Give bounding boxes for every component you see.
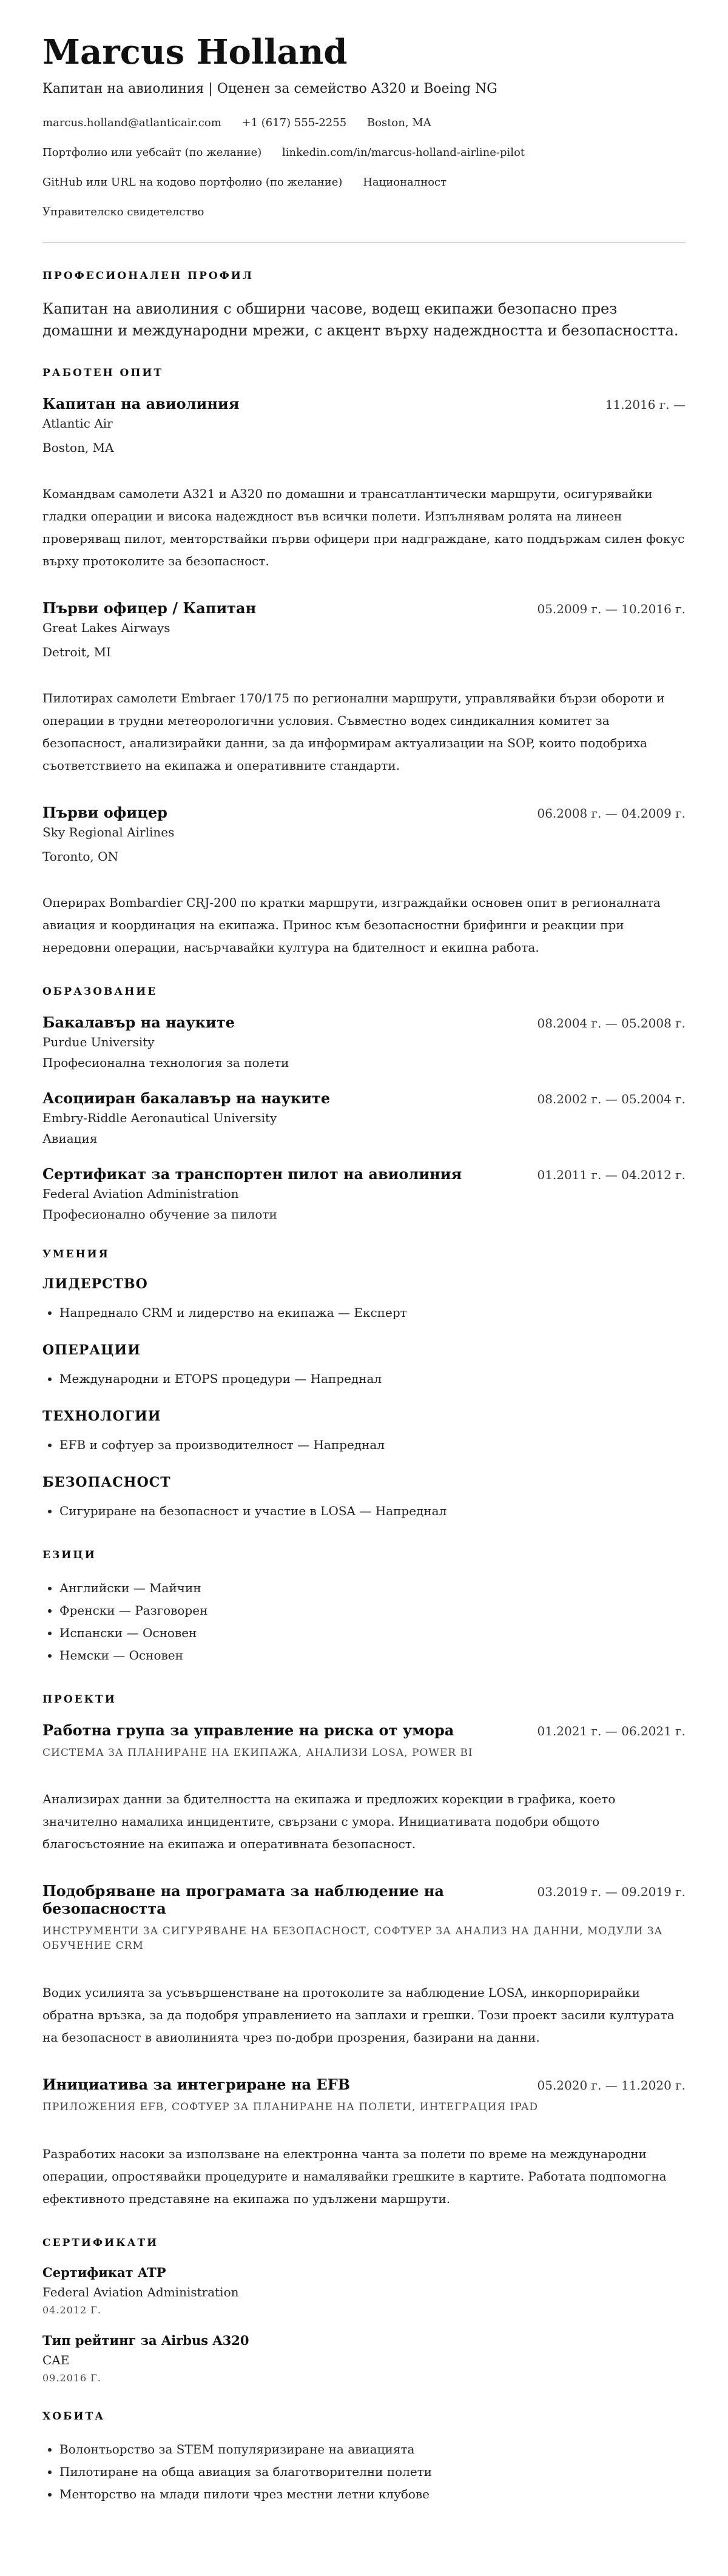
project-title: Работна група за управление на риска от умора [42, 1721, 454, 1739]
project-tech: СИСТЕМА ЗА ПЛАНИРАНЕ НА ЕКИПАЖА, АНАЛИЗИ LOSA, POWER BI [42, 1746, 473, 1759]
job-description: Оперирах Bombardier CRJ-200 по кратки маршрути, изграждайки основен опит в регионалната авиация и координация на екипажа. Принос към безопасностни брифинги и реакции при нередовни операции, насърчавайки култура на бдителност и екипна работа. [42, 895, 661, 955]
skill-category: ТЕХНОЛОГИИ [42, 1408, 161, 1424]
education-entry [42, 1014, 686, 1070]
hobby-item: • Пилотиране на обща авиация за благотворителни полети [59, 2461, 686, 2483]
hobby-list [42, 2438, 686, 2506]
certificate-issuer: Federal Aviation Administration [42, 2284, 239, 2299]
job-date: 11.2016 г. — [605, 397, 686, 412]
job-title: Капитан на авиолиния [42, 394, 240, 412]
skill-item: • EFB и софтуер за производителност — Напреднал [59, 1434, 686, 1456]
project-tech: ИНСТРУМЕНТИ ЗА СИГУРЯВАНЕ НА БЕЗОПАСНОСТ, СОФТУЕР ЗА АНАЛИЗ НА ДАННИ, МОДУЛИ ЗА ОБУЧЕНИЕ CRM [42, 1925, 663, 1952]
skill-category: ЛИДЕРСТВО [42, 1276, 148, 1292]
github-link[interactable]: GitHub или URL на кодово портфолио (по желание) [42, 175, 343, 189]
job-description: Командвам самолети A321 и A320 по домашни и трансатлантически маршрути, осигурявайки гладки операции и висока надеждност във всички полети. Изпълнявам ролята на линеен проверяващ пилот, менторствайки първи офицери при надграждане, като поддържам силен фокус върху протоколите за безопасност. [42, 486, 685, 568]
resume-header [42, 34, 686, 220]
certificate-date: 09.2016 Г. [42, 2372, 101, 2384]
contact-row-3 [42, 174, 686, 190]
field-of-study: Професионална технология за полети [42, 1055, 289, 1070]
project-description: Разработих насоки за използване на електронна чанта за полети по време на международни операции, опростявайки процедурите и намалявайки грешките в картите. Работата подпомогна ефективното представяне на екипажа по удължени маршрути. [42, 2146, 667, 2206]
language-item: • Френски — Разговорен [59, 1599, 686, 1622]
language-item: • Немски — Основен [59, 1644, 686, 1667]
skill-item: • Сигуриране на безопасност и участие в LOSA — Напреднал [59, 1500, 686, 1522]
job-title: Първи офицер / Капитан [42, 599, 257, 617]
project-title: Инициатива за интегриране на EFB [42, 2075, 351, 2093]
job-description: Пилотирах самолети Embraer 170/175 по регионални маршрути, управлявайки бързи обороти и операции в трудни метеорологични условия. Съвместно водех синдикалния комитет за безопасност, анализирайки данни, за да информирам актуализации на SOP, които подобриха съответствието на екипажа и оперативните стандарти. [42, 690, 665, 773]
linkedin-link[interactable]: linkedin.com/in/marcus-holland-airline-pilot [282, 146, 525, 159]
project-description: Водих усилията за усъвършенстване на протоколите за наблюдение LOSA, инкорпорирайки обратна връзка, за да подобря управлението на заплахи и грешки. Този проект засили културата на безопасност в авиолинията чрез по-добри прозрения, базирани на данни. [42, 1985, 675, 2045]
experience-entry [42, 599, 686, 777]
degree-title: Асоцииран бакалавър на науките [42, 1089, 331, 1107]
contact-row-2 [42, 144, 686, 161]
institution: Federal Aviation Administration [42, 1186, 239, 1201]
project-date: 05.2020 г. — 11.2020 г. [537, 2077, 686, 2093]
skill-item: • Международни и ETOPS процедури — Напреднал [59, 1368, 686, 1390]
institution: Embry-Riddle Aeronautical University [42, 1110, 277, 1125]
project-date: 03.2019 г. — 09.2019 г. [537, 1885, 686, 1900]
skill-category: ОПЕРАЦИИ [42, 1342, 141, 1358]
experience-entry [42, 804, 686, 959]
job-title: Първи офицер [42, 803, 167, 821]
section-title-languages: ЕЗИЦИ [42, 1549, 96, 1561]
section-title-projects: ПРОЕКТИ [42, 1693, 116, 1706]
education-date: 01.2011 г. — 04.2012 г. [537, 1167, 686, 1182]
job-date: 06.2008 г. — 04.2009 г. [537, 805, 686, 821]
certificate-title: Тип рейтинг за Airbus A320 [42, 2332, 249, 2348]
education-entry [42, 1089, 686, 1146]
profile-summary: Капитан на авиолиния с обширни часове, водещ екипажи безопасно през домашни и международни мрежи, с акцент върху надеждността и безопасността. [42, 300, 679, 339]
language-item: • Испански — Основен [59, 1622, 686, 1644]
job-location: Detroit, MI [42, 644, 112, 659]
section-title-certificates: СЕРТИФИКАТИ [42, 2236, 159, 2249]
certificate-entry [42, 2333, 686, 2384]
certificate-issuer: CAE [42, 2352, 70, 2367]
person-name: Marcus Holland [42, 32, 348, 72]
institution: Purdue University [42, 1034, 155, 1049]
employer: Atlantic Air [42, 415, 113, 431]
field-of-study: Авиация [42, 1131, 98, 1146]
license: Управителско свидетелство [42, 205, 204, 218]
location: Boston, MA [366, 116, 431, 129]
education-entry [42, 1165, 686, 1222]
project-date: 01.2021 г. — 06.2021 г. [537, 1723, 686, 1738]
education-date: 08.2004 г. — 05.2008 г. [537, 1015, 686, 1031]
project-description: Анализирах данни за бдителността на екипажа и предложих корекции в графика, което значително намалиха инцидентите, свързани с умора. Инициативата подобри общото благосъстояние на екипажа и оперативната безопасност. [42, 1792, 616, 1852]
certificate-title: Сертификат ATP [42, 2264, 166, 2280]
skill-list [42, 1434, 686, 1456]
education-date: 08.2002 г. — 05.2004 г. [537, 1091, 686, 1106]
project-entry [42, 1721, 686, 1856]
phone[interactable]: +1 (617) 555-2255 [241, 116, 347, 129]
section-title-hobbies: ХОБИТА [42, 2410, 106, 2423]
field-of-study: Професионално обучение за пилоти [42, 1206, 277, 1222]
degree-title: Бакалавър на науките [42, 1013, 235, 1031]
project-entry [42, 2076, 686, 2210]
headline: Капитан на авиолиния | Оценен за семейство A320 и Boeing NG [42, 81, 497, 96]
contact-row-4 [42, 204, 686, 220]
contact-row-1 [42, 115, 686, 131]
project-title: Подобряване на програмата за наблюдение на безопасността [42, 1882, 444, 1918]
job-location: Boston, MA [42, 440, 114, 455]
section-title-profile: ПРОФЕСИОНАЛЕН ПРОФИЛ [42, 269, 254, 282]
portfolio-link[interactable]: Портфолио или уебсайт (по желание) [42, 146, 262, 159]
section-title-education: ОБРАЗОВАНИЕ [42, 985, 158, 998]
job-date: 05.2009 г. — 10.2016 г. [537, 601, 686, 616]
skill-list [42, 1302, 686, 1324]
language-list [42, 1577, 686, 1667]
employer: Sky Regional Airlines [42, 824, 175, 839]
hobby-item: • Менторство на млади пилоти чрез местни летни клубове [59, 2483, 686, 2506]
project-entry [42, 1882, 686, 2049]
hobby-item: • Волонтьорство за STEM популяризиране на авиацията [59, 2438, 686, 2461]
header-divider [42, 242, 686, 243]
skill-list [42, 1368, 686, 1390]
skill-item: • Напреднало CRM и лидерство на екипажа — Експерт [59, 1302, 686, 1324]
section-title-experience: РАБОТЕН ОПИТ [42, 366, 164, 379]
employer: Great Lakes Airways [42, 620, 170, 635]
skill-list [42, 1500, 686, 1522]
email[interactable]: marcus.holland@atlanticair.com [42, 116, 221, 129]
certificate-entry [42, 2265, 686, 2316]
section-title-skills: УМЕНИЯ [42, 1248, 110, 1260]
project-tech: ПРИЛОЖЕНИЯ EFB, СОФТУЕР ЗА ПЛАНИРАНЕ НА ПОЛЕТИ, ИНТЕГРАЦИЯ IPAD [42, 2100, 538, 2113]
certificate-date: 04.2012 Г. [42, 2304, 101, 2316]
experience-entry [42, 395, 686, 573]
degree-title: Сертификат за транспортен пилот на авиолиния [42, 1165, 462, 1183]
nationality: Националност [363, 175, 447, 189]
job-location: Toronto, ON [42, 849, 118, 864]
skill-category: БЕЗОПАСНОСТ [42, 1474, 171, 1490]
language-item: • Английски — Майчин [59, 1577, 686, 1599]
